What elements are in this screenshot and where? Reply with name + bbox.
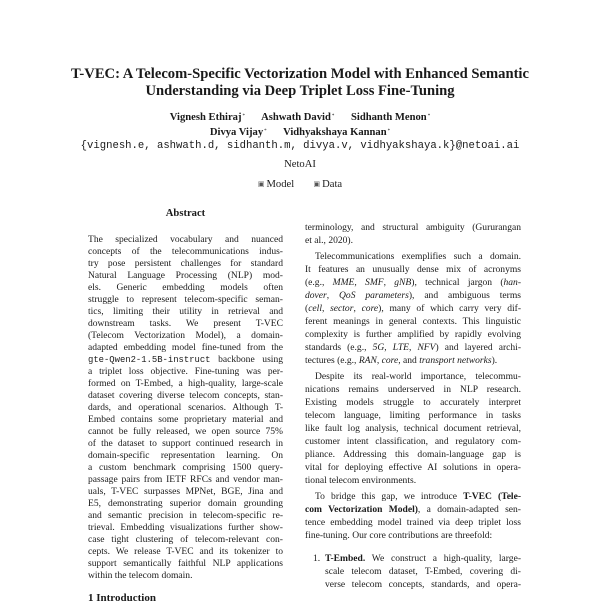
text-line: (e.g., MME, SMF, gNB), technical jargon (han- (305, 277, 521, 288)
text-line: and semantic precision in telecom-specific re- (88, 510, 283, 521)
text-line: formed on T-Embed, a high-quality, large-scale (88, 378, 283, 389)
text-line: Existing models struggle to accurately interpret (305, 397, 521, 408)
resource-links (0, 179, 600, 190)
text-line: gte-Qwen2-1.5B-instruct backbone using (88, 354, 283, 365)
author: Sidhanth Menon (351, 112, 427, 123)
text-line: passage pairs from IETF RFCs and vendor man- (88, 474, 283, 485)
paragraph (305, 490, 521, 542)
text-line: (Telecom Vectorization Model), a domain- (88, 330, 283, 341)
text-line: domain-specific representation learning. On (88, 450, 283, 461)
text-line: nications remains underserved in NLP research. (305, 384, 521, 395)
author-emails: {vignesh.e, ashwath.d, sidhanth.m, divya.v, vidhyakshaya.k}@netoai.ai (80, 140, 520, 152)
text-line: Despite its real-world importance, telecommu- (315, 371, 521, 382)
text-line: com Vectorization Model), a domain-adapted sen- (305, 504, 521, 515)
text-line: a triplet loss objective. Fine-tuning was per- (88, 366, 283, 377)
paragraph (305, 552, 521, 591)
text-line: To bridge this gap, we introduce T-VEC (Tele- (315, 491, 521, 502)
text-line: like fault log analysis, technical document retrieval, (305, 423, 521, 434)
list-item (305, 552, 521, 591)
left-column (88, 234, 283, 605)
author: Divya Vijay (209, 126, 264, 138)
text-line: scale telecom dataset, T-Embed, covering di- (325, 566, 521, 577)
text-line: a custom benchmark comprising 1500 query- (88, 462, 283, 473)
text-line: uals, T-VEC surpasses MPNet, BGE, Jina and (88, 486, 283, 497)
text-line: customer intent classification, and regulatory com- (305, 436, 521, 447)
author-mark: * (427, 114, 431, 119)
text-line: vital for deploying effective AI solutions in opera- (305, 462, 521, 473)
text-line: telecom language, limiting performance in tasks (305, 410, 521, 421)
text-line: support semantically faithful NLP applications (88, 558, 283, 569)
text-line: cepts. We release T-VEC and its tokenizer to (88, 546, 283, 557)
paragraph (305, 221, 521, 247)
paragraph (88, 234, 283, 582)
author-mark: * (387, 128, 391, 134)
abstract-heading: Abstract (165, 208, 206, 219)
text-line: ferent meanings in general contexts. This linguistic (305, 316, 521, 327)
author: Vignesh Ethiraj (169, 112, 242, 123)
text-line: try pose persistent challenges for standard (88, 258, 283, 269)
text-line: Embed contains some proprietary material and (88, 414, 283, 425)
model-link-label: Model (266, 179, 295, 190)
paper-title (0, 66, 600, 100)
text-line: dataset covering diverse telecom concepts, stan- (88, 390, 283, 401)
text-line: cannot be fully released, we open source 75% (88, 426, 283, 437)
text-line: downstream tasks. We present T-VEC (88, 318, 283, 329)
text-line: E5, demonstrating superior domain grounding (88, 498, 283, 509)
author: Vidhyakshaya Kannan (283, 126, 387, 138)
text-line: case tight clustering of telecom-relevant con- (88, 534, 283, 545)
text-line: dards, and operational scenarios. Although T- (88, 402, 283, 413)
huggingface-icon: ▣ (313, 180, 321, 188)
text-line: adapted embedding model fine-tuned from the (88, 342, 283, 353)
text-line: fine-tuning. Our core contributions are threefold: (305, 530, 493, 541)
text-line: standards (e.g., 5G, LTE, NFV) and layered archi- (305, 342, 521, 353)
affiliation: NetoAI (284, 159, 316, 170)
author-list (0, 111, 600, 140)
text-line: It features an unusually dense mix of acronyms (305, 264, 521, 275)
huggingface-icon: ▣ (257, 180, 265, 188)
text-line: struggle to represent telecom-specific seman- (88, 294, 283, 305)
text-line: (cell, sector, core), many of which carry very dif- (305, 303, 521, 314)
text-line: of the dataset to support continued research in (88, 438, 283, 449)
text-line: terminology, and structural ambiguity (Gururangan (305, 222, 521, 233)
text-line: tional telecom environments. (305, 475, 417, 486)
right-column (305, 221, 521, 594)
author-mark: * (264, 128, 267, 134)
data-link-label: Data (322, 179, 343, 190)
text-line: pliance. Addressing this domain-language gap is (305, 449, 521, 460)
text-line: T-Embed. We construct a high-quality, large- (325, 553, 521, 564)
text-line: et al., 2020). (305, 235, 353, 246)
paragraph (305, 370, 521, 487)
model-link[interactable] (258, 179, 294, 190)
text-line: Telecommunications exemplifies such a domain. (315, 251, 521, 262)
title-line: T-VEC: A Telecom-Specific Vectorization Model with Enhanced Semantic (71, 66, 529, 82)
section-heading-introduction: 1 Introduction (88, 592, 156, 604)
introduction-body (305, 221, 521, 542)
text-line: trieval. Embedding visualizations further show- (88, 522, 283, 533)
text-line: tence embedding model trained via deep triplet loss (305, 517, 521, 528)
text-line: verse telecom concepts, standards, and opera- (325, 579, 521, 590)
text-line: els. Generic embedding models often (88, 282, 283, 293)
text-line: complexity is further amplified by rapidly evolving (305, 329, 521, 340)
text-line: dover, QoS parameters), and ambiguous terms (305, 290, 521, 301)
author-mark: * (242, 114, 246, 119)
paragraph (305, 250, 521, 367)
contributions-list (305, 552, 521, 591)
text-line: tectures (e.g., RAN, core, and transport networks). (305, 355, 498, 366)
author-mark: * (331, 114, 335, 119)
list-number: 1. (313, 553, 321, 564)
abstract-body (88, 234, 283, 582)
title-line: Understanding via Deep Triplet Loss Fine-Tuning (145, 83, 455, 99)
text-line: within the telecom domain. (88, 570, 193, 581)
data-link[interactable] (313, 179, 342, 190)
author: Ashwath David (261, 112, 331, 123)
text-line: The specialized vocabulary and nuanced (88, 234, 283, 245)
text-line: concepts of the telecommunications indus- (88, 246, 283, 257)
text-line: Natural Language Processing (NLP) mod- (88, 270, 283, 281)
text-line: tics, limiting their utility in retrieval and (88, 306, 283, 317)
